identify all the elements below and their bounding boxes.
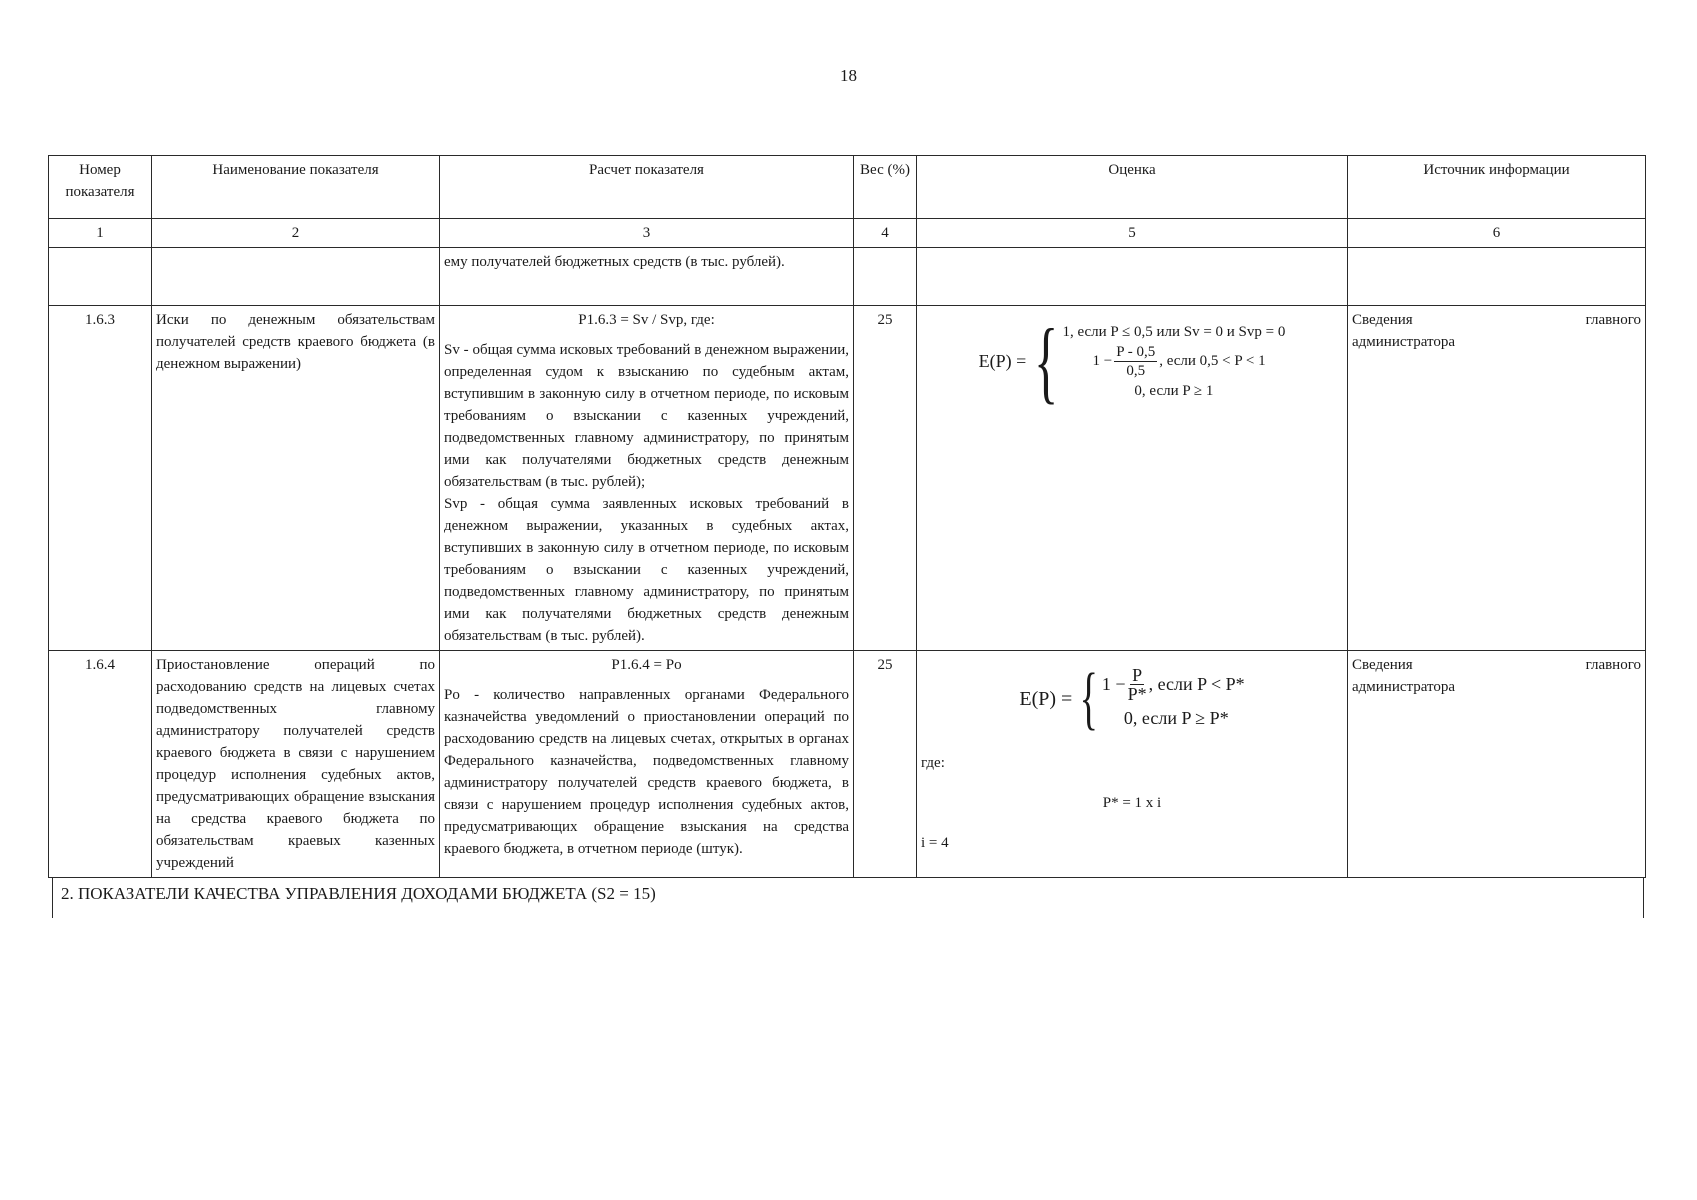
row-163-source-rest: администратора — [1352, 334, 1456, 350]
col-number-6: 6 — [1348, 219, 1646, 248]
row-163-source-left: Сведения — [1352, 312, 1413, 328]
continuation-row — [49, 248, 1646, 306]
row-163-eval-formula — [921, 310, 1343, 412]
table-row-1-6-4 — [49, 651, 1646, 878]
continuation-text: ему получателей бюджетных средств (в тыс. рублей). — [440, 248, 854, 306]
row-164-weight: 25 — [854, 651, 917, 878]
row-164-source-right: главного — [1585, 657, 1641, 673]
row-164-evaluation — [917, 651, 1348, 878]
row-163-svp-text: Svp - общая сумма заявленных исковых требований в денежном выражении, указанных в судебных актах, вступивших в законную силу в отчетном периоде, по исковым требованиям о взыскании с казенных учреждений, подведомственных главному администратору, по принятым ими как получателями бюджетных средств денежным обязательствам (в тыс. рублей). — [444, 496, 849, 644]
row-164-case1-den: P* — [1127, 683, 1147, 704]
column-number-row — [49, 219, 1646, 248]
row-164-cases — [1102, 666, 1245, 733]
header-calculation: Расчет показателя — [440, 156, 854, 219]
header-weight: Вес (%) — [854, 156, 917, 219]
cont-empty-5 — [917, 248, 1348, 306]
row-164-eval-lhs: E(P) = — [1019, 688, 1073, 710]
row-163-name: Иски по денежным обязательствам получателей средств краевого бюджета (в денежном выражении) — [152, 306, 440, 651]
row-164-where: где: — [921, 755, 945, 771]
row-163-weight: 25 — [854, 306, 917, 651]
cont-empty-6 — [1348, 248, 1646, 306]
row-163-formula: P1.6.3 = Sv / Svp, где: — [578, 312, 715, 328]
page-number: 18 — [840, 66, 857, 85]
section-row — [52, 878, 1644, 918]
row-164-name: Приостановление операций по расходованию средств на лицевых счетах подведомственных главному администратору получателей средств краевого бюджета в связи с нарушением процедур исполнения судебных актов, предусматривающих обращение взыскания на средства краевого бюджета по обязательствам краевых казенных учреждений — [152, 651, 440, 878]
row-163-case2-suffix: , если 0,5 < P < 1 — [1159, 353, 1266, 369]
row-164-case1-num: P — [1132, 664, 1143, 685]
row-164-source-left: Сведения — [1352, 657, 1413, 673]
row-164-pstar: P* = 1 x i — [1102, 795, 1162, 811]
row-163-case-2 — [1062, 343, 1285, 380]
section-title: 2. ПОКАЗАТЕЛИ КАЧЕСТВА УПРАВЛЕНИЯ ДОХОДАМИ БЮДЖЕТА (S2 = 15) — [61, 884, 656, 903]
row-163-case2-num: P - 0,5 — [1116, 343, 1156, 360]
row-163-case2-den: 0,5 — [1126, 362, 1146, 379]
cont-empty-1 — [49, 248, 152, 306]
header-evaluation: Оценка — [917, 156, 1348, 219]
row-164-number: 1.6.4 — [49, 651, 152, 878]
left-brace-icon: { — [1079, 660, 1099, 737]
col-number-2: 2 — [152, 219, 440, 248]
row-163-case-1: 1, если P ≤ 0,5 или Sv = 0 и Svp = 0 — [1062, 323, 1286, 340]
col-number-1: 1 — [49, 219, 152, 248]
row-163-case2-prefix: 1 − — [1092, 353, 1113, 369]
row-164-case1-prefix: 1 − — [1101, 674, 1126, 694]
col-number-3: 3 — [440, 219, 854, 248]
header-number: Номер показателя — [49, 156, 152, 219]
row-163-source — [1348, 306, 1646, 651]
row-163-case2-fraction — [1114, 343, 1157, 380]
row-164-eval-formula — [921, 660, 1343, 737]
row-163-eval-lhs: E(P) = — [978, 351, 1027, 371]
col-number-5: 5 — [917, 219, 1348, 248]
row-163-calculation — [440, 306, 854, 651]
indicator-table — [48, 155, 1646, 878]
cont-empty-4 — [854, 248, 917, 306]
row-163-sv-text: Sv - общая сумма исковых требований в денежном выражении, определенная судом к взысканию по судебным актам, вступившим в законную силу в отчетном периоде, по исковым требованиям о взыскании с казенных учреждений, подведомственных главному администратору, по принятым ими как получателями бюджетных средств денежным обязательствам (в тыс. рублей); — [444, 342, 849, 490]
row-163-case-3: 0, если P ≥ 1 — [1134, 382, 1214, 399]
row-163-evaluation — [917, 306, 1348, 651]
cont-empty-2 — [152, 248, 440, 306]
row-164-case-2: 0, если P ≥ P* — [1123, 707, 1229, 728]
row-164-case-1 — [1102, 666, 1245, 703]
row-163-cases — [1062, 321, 1285, 402]
table-row-1-6-3 — [49, 306, 1646, 651]
left-brace-icon: { — [1034, 310, 1059, 412]
row-163-number: 1.6.3 — [49, 306, 152, 651]
row-163-source-right: главного — [1585, 312, 1641, 328]
row-164-case1-fraction — [1128, 666, 1147, 703]
row-164-source-rest: администратора — [1352, 679, 1456, 695]
row-164-po-text: Po - количество направленных органами Федерального казначейства уведомлений о приостановлении операций по расходованию средств на лицевых счетах, открытых в органах Федерального казначейства, подведомственных главному администратору получателей средств краевого бюджета, в связи с нарушением процедур исполнения судебных актов, предусматривающих обращение взыскания на средства краевого бюджета, в отчетном периоде (штук). — [444, 687, 849, 857]
row-164-source — [1348, 651, 1646, 878]
row-164-i-value: i = 4 — [921, 835, 949, 851]
row-163-source-line — [1352, 309, 1641, 331]
row-164-formula: P1.6.4 = Po — [611, 657, 682, 673]
col-number-4: 4 — [854, 219, 917, 248]
row-164-calculation — [440, 651, 854, 878]
header-source: Источник информации — [1348, 156, 1646, 219]
row-164-source-line — [1352, 654, 1641, 676]
header-name: Наименование показателя — [152, 156, 440, 219]
header-row — [49, 156, 1646, 219]
row-164-case1-suffix: , если P < P* — [1148, 674, 1245, 694]
